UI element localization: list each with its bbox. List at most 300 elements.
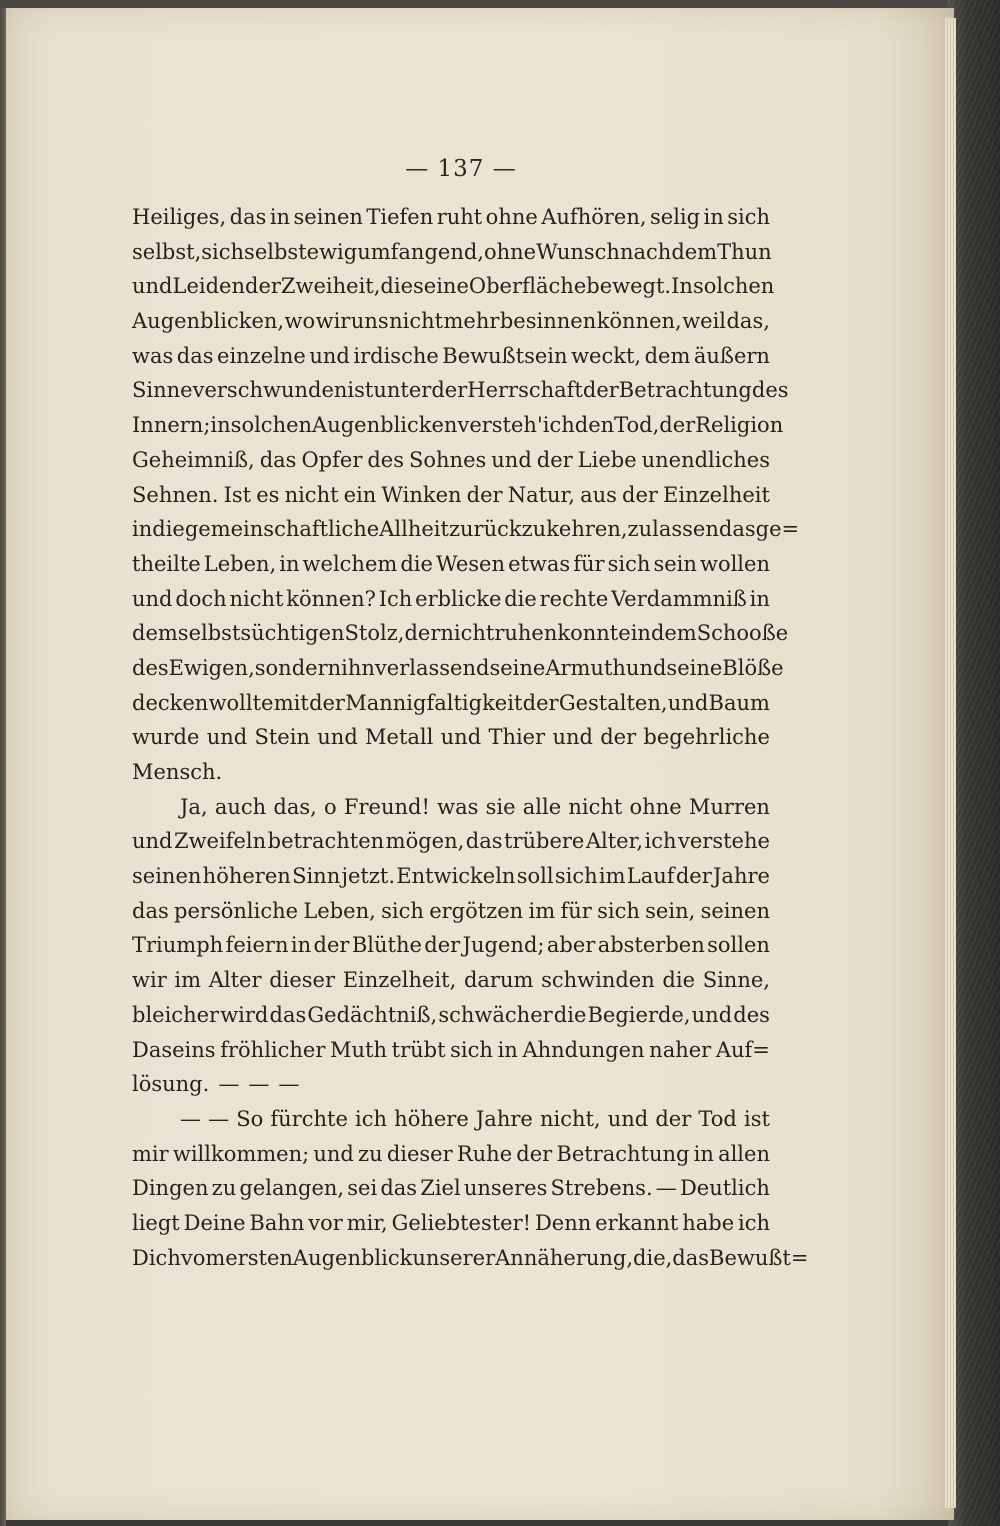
- text-word: seine: [489, 655, 546, 680]
- text-word: Deutlich: [679, 1176, 770, 1201]
- text-word: etwas: [508, 551, 571, 576]
- text-word: weckt,: [571, 343, 642, 368]
- text-word: umfangend,: [357, 239, 484, 264]
- text-word: solchen: [230, 413, 313, 438]
- text-word: Sinne,: [702, 968, 770, 993]
- text-word: solchen: [692, 274, 775, 299]
- text-word: dieser: [386, 1141, 453, 1166]
- text-word: und: [132, 274, 173, 299]
- text-word: und: [132, 586, 173, 611]
- text-word: mit: [273, 690, 309, 715]
- text-word: dem: [132, 621, 178, 646]
- text-word: fröhlicher: [220, 1037, 326, 1062]
- text-word: So: [236, 1106, 264, 1131]
- text-word: Triumph: [132, 933, 224, 958]
- text-word: und: [491, 447, 532, 472]
- text-word: sich: [554, 864, 598, 889]
- text-word: vor: [308, 1210, 343, 1235]
- text-line: [132, 686, 770, 721]
- text-word: des: [751, 378, 789, 403]
- text-word: dieser: [269, 968, 336, 993]
- text-line: [132, 235, 770, 270]
- text-word: und: [206, 725, 248, 750]
- text-word: In: [671, 274, 693, 299]
- text-word: Muth: [330, 1037, 388, 1062]
- text-word: Wunsch: [536, 239, 620, 264]
- text-word: gelangen,: [239, 1176, 345, 1201]
- text-line: [132, 582, 770, 617]
- text-word: den: [574, 413, 615, 438]
- text-line: [132, 1171, 770, 1206]
- text-word: der: [655, 1106, 692, 1131]
- text-word: die: [380, 274, 414, 299]
- text-word: Winken: [381, 482, 462, 507]
- text-word: jetzt.: [341, 864, 396, 889]
- text-word: allen: [718, 1141, 770, 1166]
- text-word: trübt: [391, 1037, 446, 1062]
- text-word: in: [749, 586, 770, 611]
- text-word: Einzelheit: [663, 482, 770, 507]
- text-word: verstehe: [677, 829, 770, 854]
- text-word: —: [208, 1106, 230, 1131]
- text-word: in: [497, 1037, 518, 1062]
- text-word: Wesen: [435, 551, 506, 576]
- text-word: sich: [450, 1037, 493, 1062]
- text-word: Natur,: [507, 482, 575, 507]
- text-word: Sohnes: [408, 447, 487, 472]
- text-word: Blüthe: [351, 933, 422, 958]
- text-line: [132, 824, 770, 859]
- text-word: das: [465, 829, 503, 854]
- text-word: selbstsüchtigen: [177, 621, 345, 646]
- text-word: Oberfläche: [468, 274, 587, 299]
- text-word: Begierde,: [587, 1002, 691, 1027]
- text-line: [132, 1067, 770, 1102]
- text-word: schwächer: [438, 1002, 553, 1027]
- text-word: der: [536, 447, 573, 472]
- text-word: der: [404, 621, 441, 646]
- text-word: dem: [644, 343, 691, 368]
- text-word: Bewußt=: [709, 1245, 809, 1270]
- text-word: versteh': [457, 413, 543, 438]
- text-word: im: [174, 968, 202, 993]
- text-word: der: [659, 413, 696, 438]
- text-word: seine: [666, 655, 723, 680]
- text-word: äußern: [693, 343, 770, 368]
- text-word: nicht: [568, 794, 623, 819]
- text-word: o: [324, 794, 337, 819]
- text-line: [132, 512, 800, 547]
- text-word: —: [180, 1106, 201, 1131]
- text-word: Heiliges,: [132, 205, 227, 229]
- text-word: bleicher: [132, 1002, 220, 1027]
- text-line: [132, 1102, 770, 1137]
- text-word: Baum: [708, 690, 770, 715]
- text-word: —: [278, 1072, 300, 1097]
- text-word: verschwunden: [192, 378, 348, 403]
- text-word: ohne: [629, 794, 682, 819]
- text-word: für: [560, 898, 592, 923]
- text-word: verlassend: [374, 655, 490, 680]
- text-word: in: [279, 551, 300, 576]
- text-word: Jahre: [475, 1106, 533, 1131]
- text-word: mehr: [443, 309, 500, 334]
- text-word: Augenblicken,: [132, 309, 285, 334]
- text-word: Tiefen: [366, 205, 434, 229]
- text-word: ohne: [483, 239, 537, 264]
- text-word: Ahndungen: [522, 1037, 645, 1062]
- text-line: [132, 373, 789, 408]
- text-word: in: [290, 933, 312, 958]
- text-word: theilte: [132, 551, 201, 576]
- text-word: liegt: [132, 1210, 180, 1235]
- text-line: [132, 1206, 770, 1241]
- text-word: nach: [619, 239, 672, 264]
- text-word: in: [693, 1141, 714, 1166]
- text-word: Jahre: [713, 864, 770, 889]
- text-word: es: [256, 482, 280, 507]
- text-word: erkannt: [595, 1210, 679, 1235]
- text-word: Betrachtung: [618, 378, 752, 403]
- text-word: seinen: [293, 205, 363, 229]
- text-word: schwinden: [541, 968, 655, 993]
- text-word: Ewigen,: [168, 655, 255, 680]
- text-word: Zweiheit,: [280, 274, 381, 299]
- text-word: Gestalten,: [558, 690, 668, 715]
- text-word: der: [622, 482, 658, 507]
- text-word: die: [400, 551, 433, 576]
- text-word: ewig: [306, 239, 358, 264]
- text-line: [132, 1033, 770, 1068]
- text-line: [132, 755, 770, 790]
- text-word: für: [573, 551, 605, 576]
- text-word: das: [718, 517, 756, 542]
- text-word: das: [672, 1245, 710, 1270]
- text-word: in: [210, 413, 231, 438]
- text-word: ersten: [225, 1245, 293, 1270]
- text-word: wollen: [699, 551, 770, 576]
- text-word: ruht: [436, 205, 483, 229]
- text-word: uns: [350, 309, 389, 334]
- text-word: besinnen: [499, 309, 597, 334]
- text-word: sich: [597, 898, 640, 923]
- text-word: wurde: [132, 725, 200, 750]
- text-word: ergötzen: [429, 898, 524, 923]
- text-word: nicht: [229, 586, 284, 611]
- text-word: Ruhe: [456, 1141, 513, 1166]
- text-word: in: [703, 205, 724, 229]
- text-word: unserer: [412, 1245, 496, 1270]
- text-word: Sinn: [292, 864, 341, 889]
- text-word: Ziel: [420, 1176, 461, 1201]
- text-word: die: [662, 968, 696, 993]
- text-word: Liebe: [577, 447, 637, 472]
- text-word: wo: [284, 309, 316, 334]
- text-word: nicht: [389, 309, 444, 334]
- text-word: mögen,: [385, 829, 465, 854]
- text-word: sei: [347, 1176, 378, 1201]
- text-word: dem: [671, 239, 718, 264]
- text-word: nicht: [440, 621, 495, 646]
- text-word: lösung.: [132, 1072, 210, 1097]
- text-word: —: [218, 1072, 240, 1097]
- text-word: in: [269, 205, 291, 229]
- text-line: [132, 928, 770, 963]
- text-word: Lauf: [626, 864, 675, 889]
- text-word: höhere: [394, 1106, 469, 1131]
- text-word: der: [582, 378, 619, 403]
- text-word: Sehnen.: [132, 482, 219, 507]
- text-word: begehrliche: [643, 725, 770, 750]
- text-word: Aufhören,: [541, 205, 647, 229]
- text-word: absterben: [597, 933, 705, 958]
- text-word: und: [317, 725, 358, 750]
- text-word: sich: [607, 551, 651, 576]
- text-word: höheren: [202, 864, 291, 889]
- text-word: zurückzukehren,: [448, 517, 628, 542]
- text-word: Ich: [378, 586, 413, 611]
- text-word: selbst,: [132, 239, 202, 264]
- text-word: Herrschaft: [467, 378, 583, 403]
- text-word: können,: [596, 309, 682, 334]
- text-word: der: [522, 690, 559, 715]
- text-word: dem: [650, 621, 697, 646]
- text-word: der: [313, 933, 350, 958]
- text-word: das: [176, 343, 214, 368]
- text-word: Stolz,: [344, 621, 405, 646]
- text-word: Stein: [254, 725, 310, 750]
- text-word: Blöße: [722, 655, 784, 680]
- text-word: unter: [373, 378, 432, 403]
- text-word: der: [516, 1141, 553, 1166]
- text-word: ist: [347, 378, 374, 403]
- text-word: sondern: [254, 655, 342, 680]
- text-word: auch: [214, 794, 267, 819]
- text-word: ich: [644, 829, 677, 854]
- text-word: Mannigfaltigkeit: [345, 690, 523, 715]
- text-word: Murren: [688, 794, 770, 819]
- text-word: und: [691, 1002, 733, 1027]
- text-line: [132, 1241, 809, 1276]
- text-word: in: [132, 517, 153, 542]
- text-word: Tod,: [614, 413, 660, 438]
- text-word: Daseins: [132, 1037, 216, 1062]
- page-stack-edge: [944, 18, 956, 1508]
- text-word: Sinne: [132, 378, 193, 403]
- text-word: die: [152, 517, 185, 542]
- text-word: Annäherung,: [495, 1245, 634, 1270]
- text-line: [132, 790, 770, 825]
- text-line: [132, 1137, 770, 1172]
- text-word: können?: [286, 586, 376, 611]
- text-word: und: [552, 725, 593, 750]
- text-word: gemeinschaftliche: [184, 517, 380, 542]
- text-word: Freund!: [343, 794, 430, 819]
- text-word: ich: [737, 1210, 770, 1235]
- text-word: und: [607, 1106, 649, 1131]
- text-word: Augenblick: [292, 1245, 413, 1270]
- text-word: das: [380, 1176, 418, 1201]
- text-word: im: [528, 898, 556, 923]
- text-word: habe: [682, 1210, 735, 1235]
- text-word: Dich: [132, 1245, 181, 1270]
- text-word: unseres: [463, 1176, 548, 1201]
- text-word: zu: [211, 1176, 237, 1201]
- text-word: —: [655, 1176, 677, 1201]
- text-word: Innern;: [132, 413, 211, 438]
- text-word: sollen: [707, 933, 770, 958]
- text-word: Ist: [223, 482, 252, 507]
- text-word: ruhen: [494, 621, 558, 646]
- text-word: zu: [627, 517, 653, 542]
- text-word: aus: [580, 482, 617, 507]
- text-word: des: [132, 655, 169, 680]
- text-word: und: [667, 690, 709, 715]
- text-word: sein: [653, 551, 697, 576]
- text-line: [132, 998, 770, 1033]
- text-word: ein: [343, 482, 377, 507]
- text-word: seine: [413, 274, 469, 299]
- text-line: [132, 304, 770, 339]
- text-word: seinen: [132, 864, 202, 889]
- text-word: wir: [315, 309, 351, 334]
- text-line: [132, 859, 770, 894]
- text-word: Augenblicken: [312, 413, 458, 438]
- text-word: das: [132, 898, 169, 923]
- text-word: decken: [132, 690, 209, 715]
- text-word: Gedächtniß,: [307, 1002, 438, 1027]
- text-word: darum: [463, 968, 534, 993]
- text-line: [132, 963, 770, 998]
- text-word: wir: [132, 968, 167, 993]
- text-word: Verdammniß: [611, 586, 747, 611]
- text-line: [132, 651, 784, 686]
- text-word: wird: [220, 1002, 269, 1027]
- text-word: —: [248, 1072, 270, 1097]
- text-word: sich: [727, 205, 770, 229]
- text-word: Einzelheit,: [342, 968, 457, 993]
- text-word: und: [309, 343, 350, 368]
- text-word: und: [440, 725, 482, 750]
- text-word: Auf=: [715, 1037, 770, 1062]
- text-word: Metall: [365, 725, 434, 750]
- text-word: vom: [180, 1245, 226, 1270]
- text-word: welchem: [302, 551, 398, 576]
- text-word: die,: [633, 1245, 673, 1270]
- text-word: der: [245, 274, 281, 299]
- book-cover-top-edge: [0, 0, 1000, 8]
- text-word: Alter: [208, 968, 262, 993]
- text-word: Allheit: [379, 517, 449, 542]
- text-word: weil: [682, 309, 727, 334]
- text-word: Leben,: [203, 551, 277, 576]
- text-word: Strebens.: [550, 1176, 653, 1201]
- text-word: die: [504, 586, 537, 611]
- text-word: trübere: [504, 829, 585, 854]
- text-line: [132, 200, 770, 235]
- text-word: Geliebtester!: [391, 1210, 532, 1235]
- text-word: was: [437, 794, 479, 819]
- text-word: konnte: [557, 621, 631, 646]
- text-line: [132, 616, 789, 651]
- text-word: ich: [542, 413, 575, 438]
- text-word: Armuth: [545, 655, 626, 680]
- text-word: und: [625, 655, 667, 680]
- text-word: unendliches: [641, 447, 770, 472]
- text-word: das: [259, 447, 297, 472]
- text-word: in: [630, 621, 651, 646]
- text-word: ohne: [485, 205, 538, 229]
- text-line: [132, 547, 770, 582]
- text-word: Geheimniß,: [132, 447, 255, 472]
- text-word: persönliche: [174, 898, 299, 923]
- text-word: erblicke: [415, 586, 502, 611]
- text-word: nicht,: [539, 1106, 601, 1131]
- text-word: selbst: [244, 239, 307, 264]
- text-word: Entwickeln: [396, 864, 516, 889]
- text-word: des: [367, 447, 404, 472]
- text-word: der: [431, 378, 468, 403]
- text-word: mir: [132, 1141, 169, 1166]
- text-word: irdische: [353, 343, 439, 368]
- text-word: naher: [649, 1037, 712, 1062]
- text-word: sich: [381, 898, 424, 923]
- text-word: Alter,: [585, 829, 643, 854]
- text-word: Mensch.: [132, 760, 223, 784]
- text-word: der: [466, 482, 503, 507]
- text-word: Deine: [183, 1210, 246, 1235]
- text-word: Leben,: [303, 898, 376, 923]
- text-word: ist: [744, 1106, 770, 1131]
- text-word: Jugend;: [462, 933, 545, 958]
- text-word: sich: [201, 239, 245, 264]
- text-word: feiern: [225, 933, 289, 958]
- text-word: alle: [522, 794, 562, 819]
- text-word: doch: [175, 586, 227, 611]
- text-word: die: [553, 1002, 587, 1027]
- text-word: bewegt.: [586, 274, 672, 299]
- text-word: der: [424, 933, 461, 958]
- text-line: [132, 478, 770, 513]
- text-word: nicht: [284, 482, 339, 507]
- text-word: seinen: [700, 898, 770, 923]
- text-word: Leiden: [172, 274, 245, 299]
- text-word: das,: [273, 794, 317, 819]
- text-word: Thun: [717, 239, 772, 264]
- text-word: Betrachtung: [556, 1141, 690, 1166]
- text-word: soll: [516, 864, 554, 889]
- text-word: sein,: [645, 898, 696, 923]
- text-word: Opfer: [301, 447, 363, 472]
- text-word: Zweifeln: [173, 829, 267, 854]
- text-word: wollte: [208, 690, 274, 715]
- text-word: Dingen: [132, 1176, 209, 1201]
- text-word: der: [600, 725, 637, 750]
- text-word: Tod: [698, 1106, 737, 1131]
- text-word: das,: [726, 309, 770, 334]
- text-word: ge=: [755, 517, 800, 542]
- text-word: der: [675, 864, 712, 889]
- text-word: aber: [546, 933, 596, 958]
- text-word: Schooße: [696, 621, 789, 646]
- text-word: und: [132, 829, 173, 854]
- text-word: Ja,: [180, 794, 208, 819]
- text-line: [132, 408, 784, 443]
- text-word: rechte: [539, 586, 609, 611]
- text-word: das: [269, 1002, 307, 1027]
- text-word: was: [132, 343, 174, 368]
- text-word: selig: [649, 205, 701, 229]
